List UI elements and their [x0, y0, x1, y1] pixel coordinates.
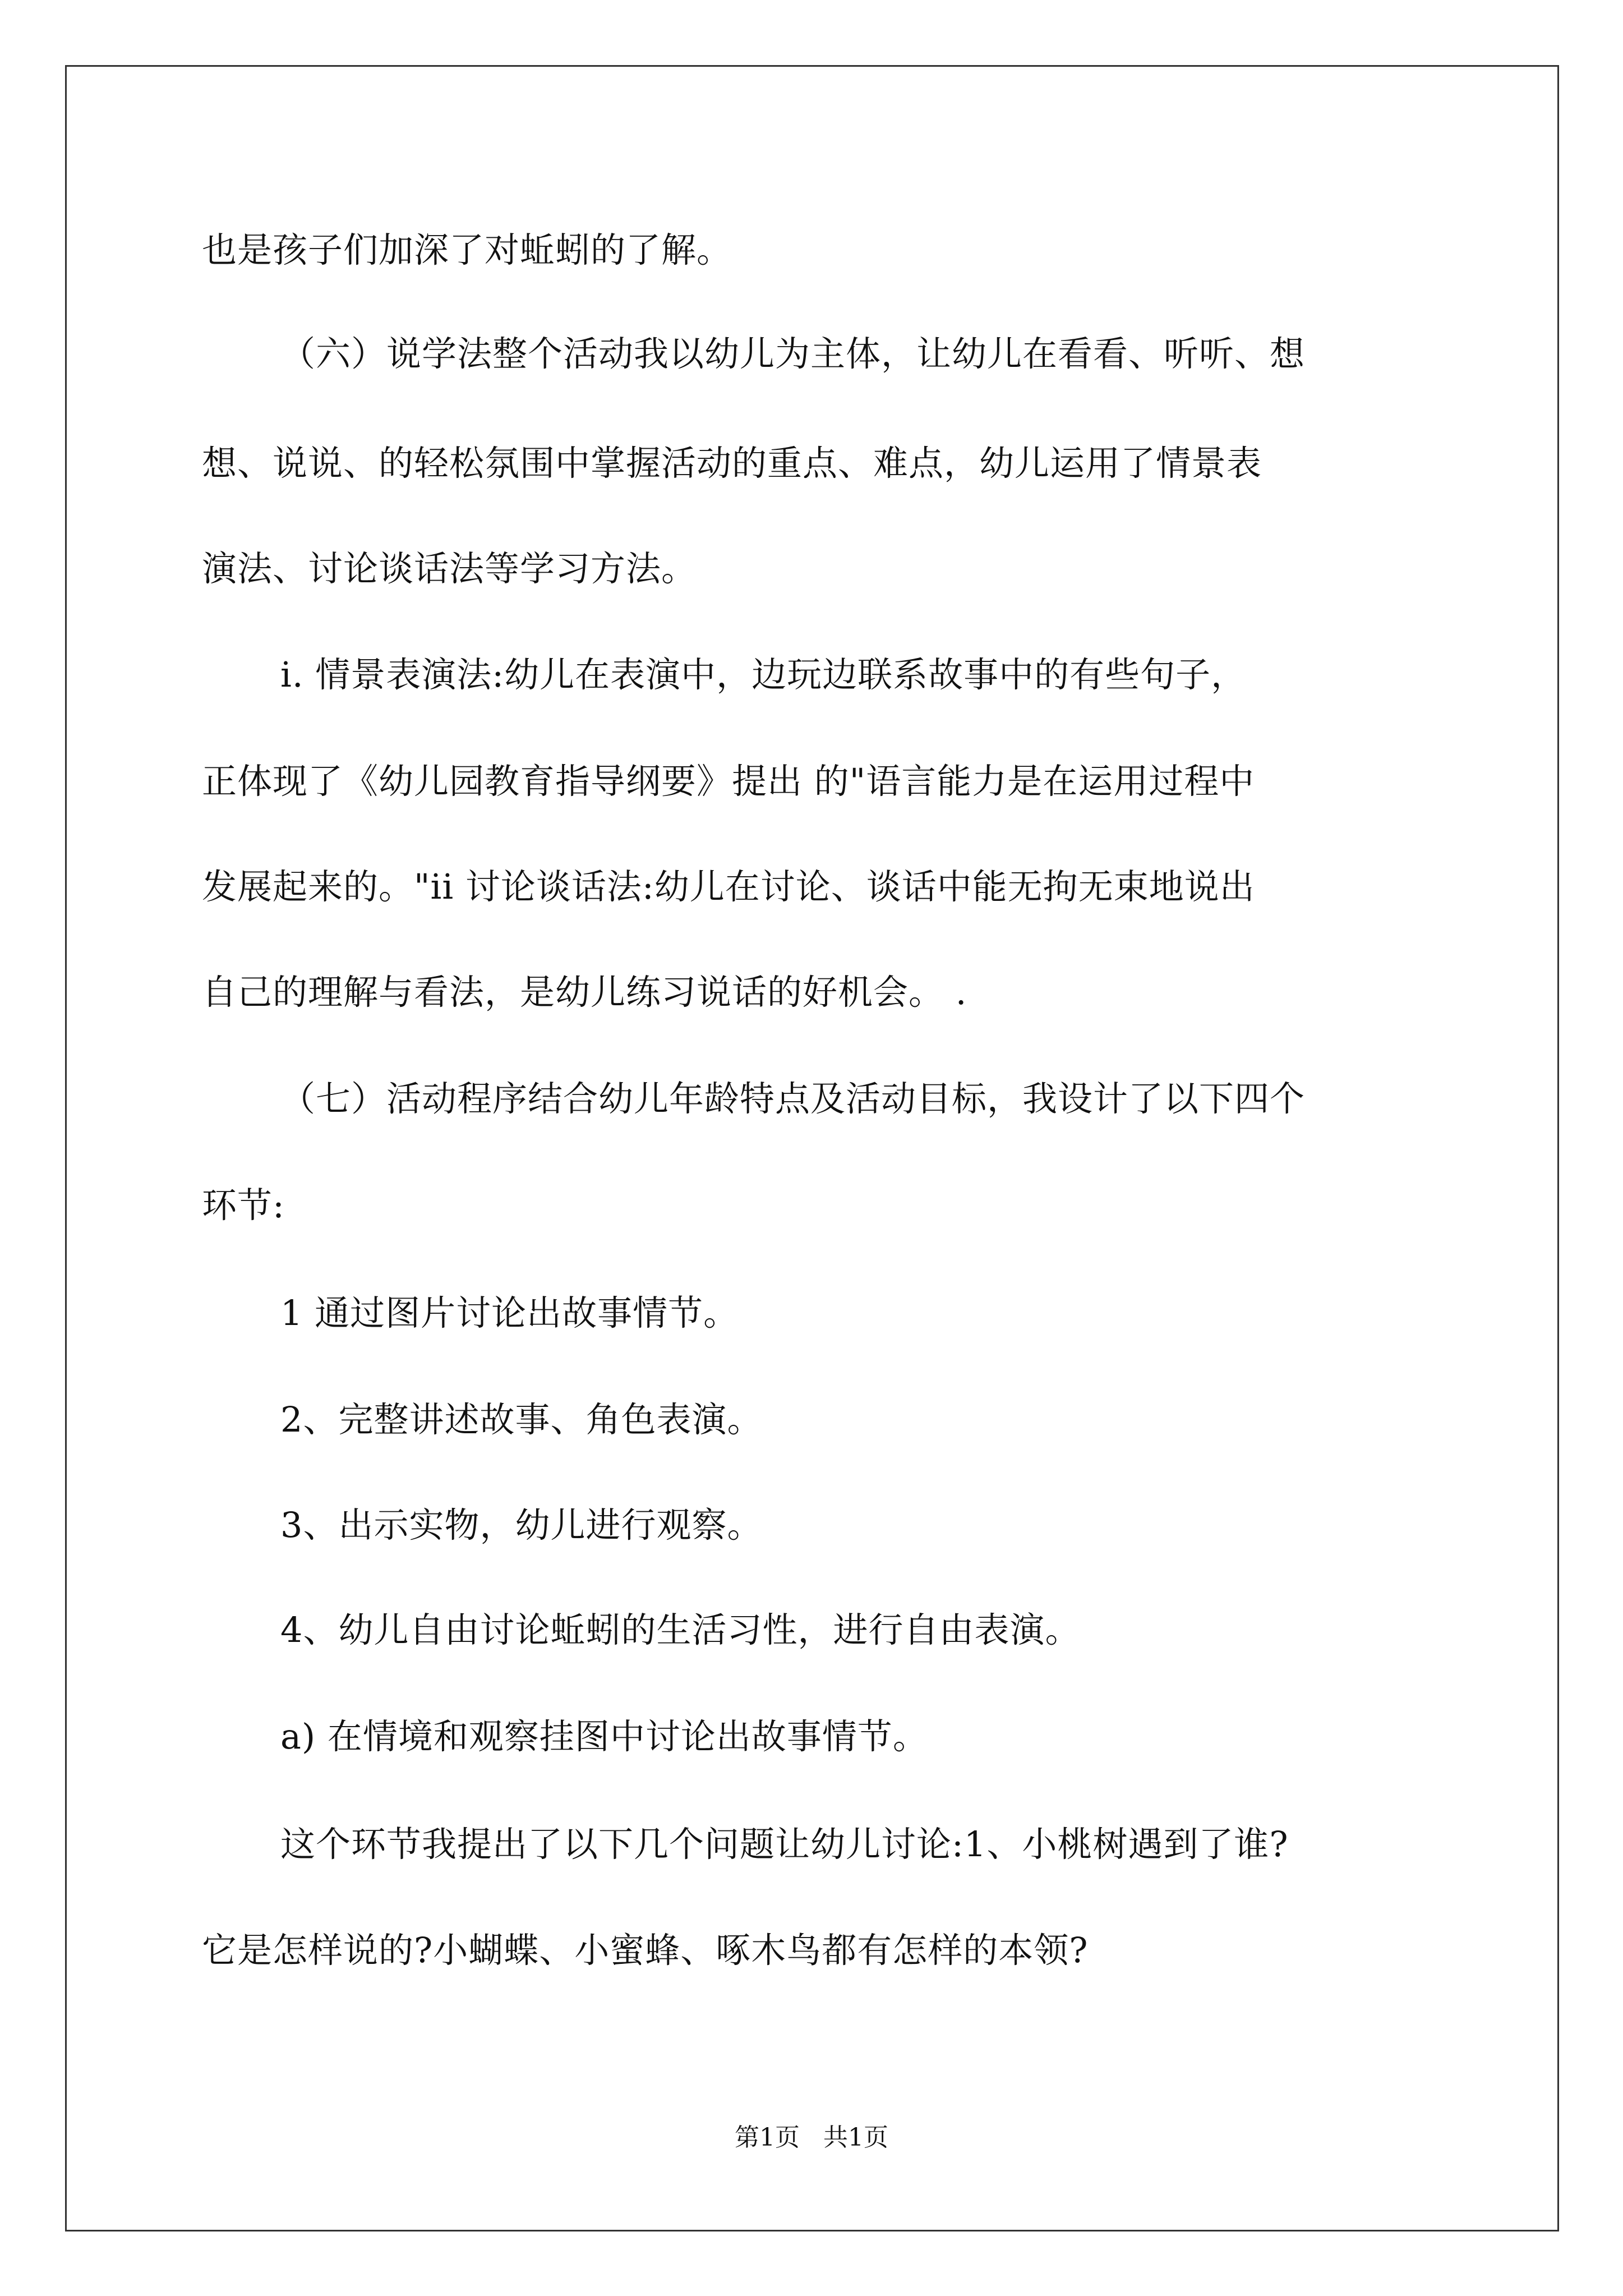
page-border: [65, 65, 1559, 2231]
paragraph-line: 正体现了《幼儿园教育指导纲要》提出 的"语言能力是在运用过程中: [202, 761, 1255, 802]
paragraph-line: a) 在情境和观察挂图中讨论出故事情节。: [280, 1716, 928, 1757]
page-number-footer: 第1页 共1页: [735, 2123, 888, 2152]
paragraph-line: 发展起来的。"ii 讨论谈话法:幼儿在讨论、谈话中能无拘无束地说出: [202, 866, 1255, 907]
paragraph-line: 自己的理解与看法，是幼儿练习说话的好机会。 .: [202, 972, 967, 1013]
paragraph-line: 它是怎样说的?小蝴蝶、小蜜蜂、啄木鸟都有怎样的本领?: [202, 1930, 1089, 1971]
paragraph-line: 也是孩子们加深了对蚯蚓的了解。: [202, 229, 732, 270]
paragraph-line: 4、幼儿自由讨论蚯蚓的生活习性，进行自由表演。: [280, 1609, 1081, 1650]
paragraph-line: 想、说说、的轻松氛围中掌握活动的重点、难点，幼儿运用了情景表: [202, 443, 1262, 484]
paragraph-line: i. 情景表演法:幼儿在表演中，边玩边联系故事中的有些句子，: [280, 654, 1247, 695]
paragraph-line: 2、完整讲述故事、角色表演。: [280, 1399, 763, 1440]
paragraph-line: 演法、讨论谈话法等学习方法。: [202, 548, 697, 589]
paragraph-line: 3、出示实物，幼儿进行观察。: [280, 1504, 763, 1545]
paragraph-line: 1 通过图片讨论出故事情节。: [280, 1292, 739, 1333]
paragraph-line: 环节:: [202, 1185, 285, 1226]
paragraph-line: （七）活动程序结合幼儿年龄特点及活动目标，我设计了以下四个: [280, 1078, 1306, 1119]
paragraph-line: 这个环节我提出了以下几个问题让幼儿讨论:1、小桃树遇到了谁?: [280, 1824, 1289, 1865]
paragraph-line: （六）说学法整个活动我以幼儿为主体，让幼儿在看看、听听、想: [280, 333, 1306, 374]
